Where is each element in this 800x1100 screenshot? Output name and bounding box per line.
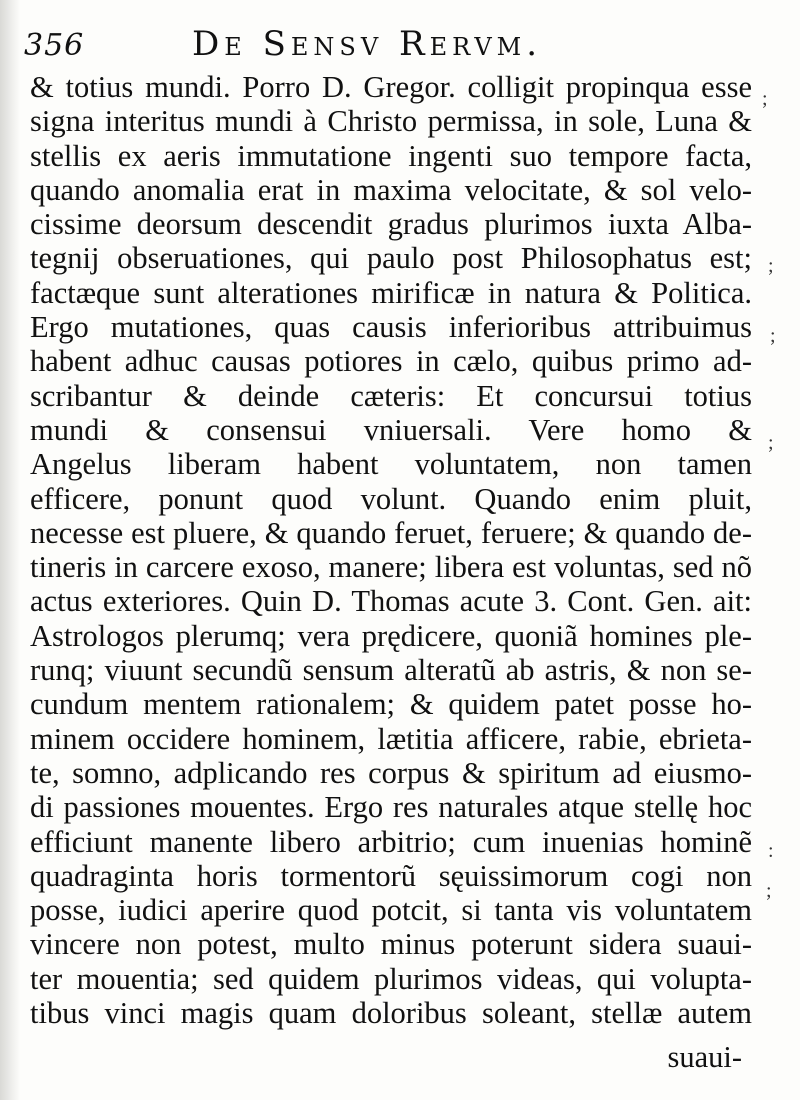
text-line: tineris in carcere exoso, manere; libera est voluntas, sed nõ (30, 550, 752, 585)
text-line: te, somno, adplicando res corpus & spiritum ad eiusmo- (30, 755, 752, 790)
body-text (30, 70, 752, 1030)
text-line: Astrologos plerumq; vera prędicere, quoniã homines ple- (30, 618, 752, 653)
gutter-shadow (0, 0, 20, 1100)
text-line: quadraginta horis tormentorũ sęuissimorum cogi non (30, 858, 752, 893)
text-line: di passiones mouentes. Ergo res naturales atque stellę hoc (30, 790, 752, 825)
margin-speck: ; (768, 432, 774, 454)
text-line: Ergo mutationes, quas causis inferioribus attribuimus (30, 310, 752, 345)
text-line: efficiunt manente libero arbitrio; cum inuenias hominẽ (30, 824, 752, 859)
text-line: factæque sunt alterationes mirificæ in natura & Politica. (30, 275, 752, 310)
text-line: habent adhuc causas potiores in cælo, quibus primo ad- (30, 344, 752, 379)
text-line: & totius mundi. Porro D. Gregor. colligit propinqua esse (30, 70, 752, 104)
text-line: signa interitus mundi à Christo permissa, in sole, Luna & (30, 104, 752, 139)
text-line: Angelus liberam habent voluntatem, non tamen (30, 447, 752, 482)
page-number: 356 (24, 28, 85, 63)
catchword: suaui- (667, 1040, 742, 1074)
text-line: stellis ex aeris immutatione ingenti suo tempore facta, (30, 138, 752, 173)
text-line: tegnij obseruationes, qui paulo post Philosophatus est; (30, 241, 752, 276)
text-line: runq; viuunt secundũ sensum alteratũ ab astris, & non se- (30, 653, 752, 688)
margin-speck: : (768, 840, 774, 862)
running-title: De Sensv Rervm. (192, 24, 543, 64)
text-line: actus exteriores. Quin D. Thomas acute 3. Cont. Gen. ait: (30, 584, 752, 619)
text-line: tibus vinci magis quam doloribus soleant, stellæ autem (30, 996, 752, 1031)
text-line: necesse est pluere, & quando feruet, feruere; & quando de- (30, 515, 752, 550)
running-head (24, 22, 744, 72)
text-line: posse, iudici aperire quod potcit, si tanta vis voluntatem (30, 893, 752, 928)
text-line: cissime deorsum descendit gradus plurimos iuxta Alba- (30, 207, 752, 242)
text-line: quando anomalia erat in maxima velocitate, & sol velo- (30, 172, 752, 207)
text-line: ter mouentia; sed quidem plurimos videas, qui volupta- (30, 961, 752, 996)
margin-speck: ; (770, 325, 776, 347)
margin-speck: ; (762, 88, 768, 110)
margin-speck: ; (768, 255, 774, 277)
text-line: scribantur & deinde cæteris: Et concursui totius (30, 378, 752, 413)
margin-speck: ; (766, 880, 772, 902)
text-line: vincere non potest, multo minus poterunt sidera suaui- (30, 927, 752, 962)
text-line: minem occidere hominem, lætitia afficere, rabie, ebrieta- (30, 721, 752, 756)
text-line: efficere, ponunt quod volunt. Quando enim pluit, (30, 481, 752, 516)
text-line: mundi & consensui vniuersali. Vere homo & (30, 412, 752, 447)
text-line: cundum mentem rationalem; & quidem patet posse ho- (30, 687, 752, 722)
